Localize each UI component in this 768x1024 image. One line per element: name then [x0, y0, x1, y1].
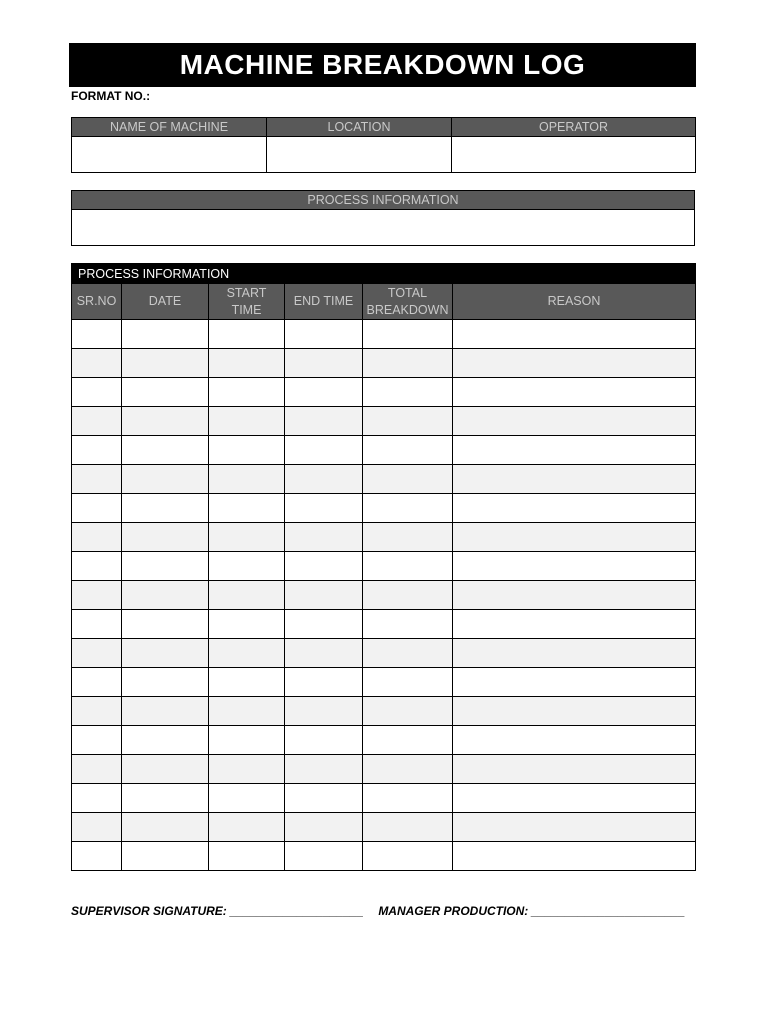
date-cell[interactable] [122, 697, 209, 726]
sr-no-cell[interactable] [72, 407, 122, 436]
sr-no-cell[interactable] [72, 610, 122, 639]
end-time-cell[interactable] [285, 552, 363, 581]
end-time-cell[interactable] [285, 755, 363, 784]
start-time-cell[interactable] [209, 726, 285, 755]
signature-footer [71, 904, 685, 918]
page-title: MACHINE BREAKDOWN LOG [179, 49, 586, 80]
table-row [72, 842, 696, 871]
reason-cell[interactable] [453, 581, 696, 610]
table-row [72, 523, 696, 552]
process-information-field[interactable] [72, 210, 695, 246]
reason-cell[interactable] [453, 523, 696, 552]
date-cell[interactable] [122, 726, 209, 755]
table-row [72, 552, 696, 581]
end-time-cell[interactable] [285, 320, 363, 349]
log-table-banner: PROCESS INFORMATION [72, 264, 696, 284]
end-time-cell[interactable] [285, 842, 363, 871]
sr-no-cell[interactable] [72, 494, 122, 523]
start-time-cell[interactable] [209, 784, 285, 813]
total-breakdown-cell[interactable] [363, 842, 453, 871]
reason-cell[interactable] [453, 726, 696, 755]
start-time-cell[interactable] [209, 494, 285, 523]
total-breakdown-cell[interactable] [363, 349, 453, 378]
end-time-cell[interactable] [285, 813, 363, 842]
table-row [72, 639, 696, 668]
total-breakdown-cell[interactable] [363, 407, 453, 436]
process-information-header: PROCESS INFORMATION [72, 191, 695, 210]
end-time-header: END TIME [285, 284, 363, 320]
date-cell[interactable] [122, 494, 209, 523]
location-header: LOCATION [267, 118, 452, 137]
end-time-cell[interactable] [285, 697, 363, 726]
total-breakdown-cell[interactable] [363, 813, 453, 842]
table-row [72, 465, 696, 494]
end-time-cell[interactable] [285, 465, 363, 494]
sr-no-cell[interactable] [72, 784, 122, 813]
date-cell[interactable] [122, 842, 209, 871]
end-time-cell[interactable] [285, 378, 363, 407]
date-cell[interactable] [122, 668, 209, 697]
total-breakdown-cell[interactable] [363, 639, 453, 668]
end-time-cell[interactable] [285, 581, 363, 610]
total-breakdown-cell[interactable] [363, 755, 453, 784]
date-cell[interactable] [122, 610, 209, 639]
table-row [72, 494, 696, 523]
total-breakdown-cell[interactable] [363, 581, 453, 610]
total-breakdown-cell[interactable] [363, 465, 453, 494]
manager-production-label: MANAGER PRODUCTION: [378, 904, 529, 918]
table-row [72, 726, 696, 755]
total-breakdown-cell[interactable] [363, 726, 453, 755]
date-cell[interactable] [122, 552, 209, 581]
total-breakdown-cell[interactable] [363, 610, 453, 639]
supervisor-signature-label: SUPERVISOR SIGNATURE: [71, 904, 227, 918]
date-header: DATE [122, 284, 209, 320]
date-cell[interactable] [122, 465, 209, 494]
sr-no-cell[interactable] [72, 697, 122, 726]
end-time-cell[interactable] [285, 610, 363, 639]
start-time-cell[interactable] [209, 465, 285, 494]
end-time-cell[interactable] [285, 407, 363, 436]
start-time-cell[interactable] [209, 523, 285, 552]
supervisor-signature-line[interactable]: ____________________ [230, 904, 364, 918]
start-time-cell[interactable] [209, 813, 285, 842]
sr-no-cell[interactable] [72, 523, 122, 552]
operator-field[interactable] [452, 137, 696, 173]
sr-no-cell[interactable] [72, 639, 122, 668]
total-breakdown-cell[interactable] [363, 494, 453, 523]
date-cell[interactable] [122, 581, 209, 610]
start-time-cell[interactable] [209, 407, 285, 436]
table-row [72, 610, 696, 639]
end-time-cell[interactable] [285, 494, 363, 523]
total-breakdown-cell[interactable] [363, 523, 453, 552]
reason-cell[interactable] [453, 697, 696, 726]
table-row [72, 349, 696, 378]
date-cell[interactable] [122, 349, 209, 378]
date-cell[interactable] [122, 523, 209, 552]
start-time-cell[interactable] [209, 755, 285, 784]
start-time-cell[interactable] [209, 320, 285, 349]
sr-no-cell[interactable] [72, 668, 122, 697]
table-row [72, 320, 696, 349]
reason-cell[interactable] [453, 552, 696, 581]
total-breakdown-cell[interactable] [363, 697, 453, 726]
machine-info-table [71, 117, 696, 173]
sr-no-cell[interactable] [72, 349, 122, 378]
end-time-cell[interactable] [285, 784, 363, 813]
total-breakdown-cell[interactable] [363, 320, 453, 349]
table-row [72, 581, 696, 610]
sr-no-cell[interactable] [72, 581, 122, 610]
end-time-cell[interactable] [285, 639, 363, 668]
manager-production-line[interactable]: _______________________ [531, 904, 686, 918]
total-breakdown-cell[interactable] [363, 378, 453, 407]
end-time-cell[interactable] [285, 349, 363, 378]
location-field[interactable] [267, 137, 452, 173]
table-row [72, 784, 696, 813]
start-time-cell[interactable] [209, 697, 285, 726]
reason-cell[interactable] [453, 436, 696, 465]
reason-cell[interactable] [453, 349, 696, 378]
reason-cell[interactable] [453, 320, 696, 349]
date-cell[interactable] [122, 755, 209, 784]
table-row [72, 436, 696, 465]
reason-cell[interactable] [453, 784, 696, 813]
start-time-cell[interactable] [209, 668, 285, 697]
reason-cell[interactable] [453, 842, 696, 871]
start-time-cell[interactable] [209, 378, 285, 407]
operator-header: OPERATOR [452, 118, 696, 137]
reason-cell[interactable] [453, 407, 696, 436]
name-of-machine-header: NAME OF MACHINE [72, 118, 267, 137]
start-time-cell[interactable] [209, 842, 285, 871]
reason-cell[interactable] [453, 755, 696, 784]
table-row [72, 407, 696, 436]
sr-no-cell[interactable] [72, 755, 122, 784]
table-row [72, 697, 696, 726]
total-breakdown-cell[interactable] [363, 436, 453, 465]
process-information-box [71, 190, 695, 246]
reason-cell[interactable] [453, 639, 696, 668]
table-row [72, 668, 696, 697]
end-time-cell[interactable] [285, 668, 363, 697]
total-breakdown-cell[interactable] [363, 784, 453, 813]
end-time-cell[interactable] [285, 436, 363, 465]
date-cell[interactable] [122, 407, 209, 436]
start-time-cell[interactable] [209, 349, 285, 378]
reason-cell[interactable] [453, 465, 696, 494]
total-breakdown-cell[interactable] [363, 552, 453, 581]
end-time-cell[interactable] [285, 726, 363, 755]
sr-no-header: SR.NO [72, 284, 122, 320]
sr-no-cell[interactable] [72, 436, 122, 465]
reason-cell[interactable] [453, 494, 696, 523]
page-title-bar [69, 43, 696, 87]
start-time-cell[interactable] [209, 436, 285, 465]
table-row [72, 378, 696, 407]
sr-no-cell[interactable] [72, 378, 122, 407]
sr-no-cell[interactable] [72, 465, 122, 494]
sr-no-cell[interactable] [72, 726, 122, 755]
date-cell[interactable] [122, 784, 209, 813]
reason-cell[interactable] [453, 378, 696, 407]
reason-cell[interactable] [453, 813, 696, 842]
reason-header: REASON [453, 284, 696, 320]
log-rows [72, 320, 696, 871]
sr-no-cell[interactable] [72, 813, 122, 842]
table-row [72, 755, 696, 784]
total-breakdown-cell[interactable] [363, 668, 453, 697]
date-cell[interactable] [122, 320, 209, 349]
sr-no-cell[interactable] [72, 842, 122, 871]
start-time-header: START TIME [209, 284, 285, 320]
start-time-cell[interactable] [209, 639, 285, 668]
format-no-label: FORMAT NO.: [71, 89, 151, 103]
sr-no-cell[interactable] [72, 320, 122, 349]
date-cell[interactable] [122, 639, 209, 668]
total-breakdown-header: TOTAL BREAKDOWN [363, 284, 453, 320]
name-of-machine-field[interactable] [72, 137, 267, 173]
table-row [72, 813, 696, 842]
reason-cell[interactable] [453, 668, 696, 697]
date-cell[interactable] [122, 436, 209, 465]
reason-cell[interactable] [453, 610, 696, 639]
start-time-cell[interactable] [209, 581, 285, 610]
end-time-cell[interactable] [285, 523, 363, 552]
breakdown-log-table [71, 263, 696, 871]
date-cell[interactable] [122, 813, 209, 842]
start-time-cell[interactable] [209, 610, 285, 639]
sr-no-cell[interactable] [72, 552, 122, 581]
start-time-cell[interactable] [209, 552, 285, 581]
date-cell[interactable] [122, 378, 209, 407]
